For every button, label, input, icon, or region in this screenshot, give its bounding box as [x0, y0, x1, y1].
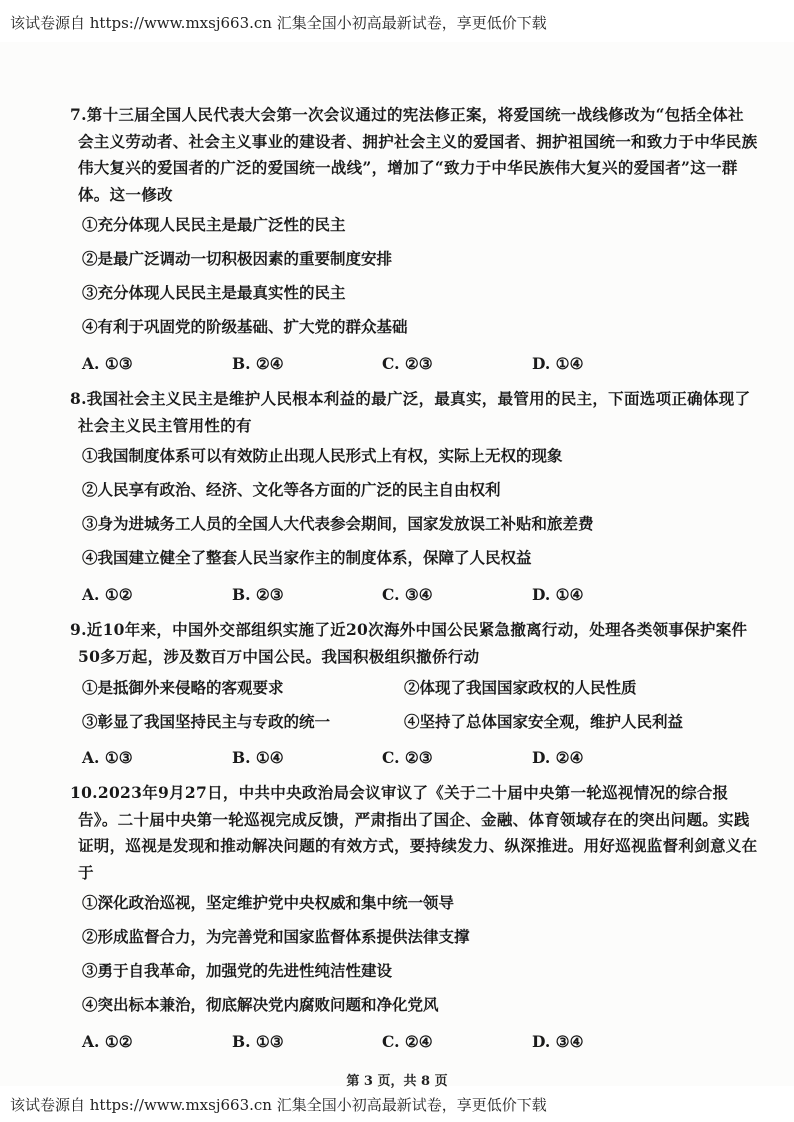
question-text: 近10年来，中国外交部组织实施了近20次海外中国公民紧急撤离行动，处理各类领事保护案件50多万起，涉及数百万中国公民。我国积极组织撤侨行动 — [78, 620, 748, 666]
question-stem — [70, 617, 758, 670]
watermark-footer: 该试卷源自 https://www.mxsj663.cn 汇集全国小初高最新试卷，享更低价下载 — [10, 1096, 547, 1114]
statement: ①充分体现人民民主是最广泛性的民主 — [82, 215, 346, 234]
choice-d: D. ③④ — [532, 1031, 584, 1051]
statement: ④有利于巩固党的阶级基础、扩大党的群众基础 — [82, 317, 408, 336]
question-number: 10. — [70, 783, 98, 802]
statement: ②形成监督合力，为完善党和国家监督体系提供法律支撑 — [82, 927, 470, 946]
statement: ④突出标本兼治，彻底解决党内腐败问题和净化党风 — [82, 995, 439, 1014]
question-number: 7. — [70, 105, 87, 124]
choice-c: C. ②④ — [382, 1031, 433, 1051]
statement-row — [78, 670, 758, 704]
choice-d: D. ①④ — [532, 584, 584, 604]
statement: ③彰显了我国坚持民主与专政的统一 — [82, 712, 331, 731]
choice-c: C. ②③ — [382, 353, 433, 373]
question-stem — [70, 780, 758, 886]
choice-b: B. ①④ — [232, 747, 284, 767]
choice-a: A. ①② — [82, 1031, 133, 1051]
statement: ②是最广泛调动一切积极因素的重要制度安排 — [82, 249, 393, 268]
watermark-header: 该试卷源自 https://www.mxsj663.cn 汇集全国小初高最新试卷，享更低价下载 — [10, 14, 547, 32]
statement: ①是抵御外来侵略的客观要求 — [82, 678, 284, 697]
statement-row — [78, 704, 758, 738]
question-stem — [70, 386, 758, 439]
question-list — [70, 102, 758, 1064]
choice-d: D. ①④ — [532, 353, 584, 373]
question-text: 2023年9月27日，中共中央政治局会议审议了《关于二十届中央第一轮巡视情况的综合报告》。二十届中央第一轮巡视完成反馈，严肃指出了国企、金融、体育领域存在的突出问题。实践证明，巡视是发现和推动解决问题的有效方式，要持续发力、纵深推进。用好巡视监督利剑意义在于 — [78, 783, 758, 882]
statement: ④我国建立健全了整套人民当家作主的制度体系，保障了人民权益 — [82, 548, 532, 567]
choice-b: B. ②③ — [232, 584, 284, 604]
question-8 — [70, 386, 758, 611]
choice-a: A. ①② — [82, 584, 133, 604]
question-text: 我国社会主义民主是维护人民根本利益的最广泛，最真实，最管用的民主，下面选项正确体现了社会主义民主管用性的有 — [78, 389, 751, 435]
choice-b: B. ①③ — [232, 1031, 284, 1051]
choice-d: D. ②④ — [532, 747, 584, 767]
statement: ①我国制度体系可以有效防止出现人民形式上有权，实际上无权的现象 — [82, 446, 563, 465]
answer-choices — [78, 1024, 758, 1058]
choice-a: A. ①③ — [82, 747, 133, 767]
statement: ②体现了我国国家政权的人民性质 — [404, 678, 637, 697]
question-10 — [70, 780, 758, 1058]
answer-choices — [78, 577, 758, 611]
question-number: 8. — [70, 389, 87, 408]
exam-page — [0, 42, 794, 1089]
question-9 — [70, 617, 758, 774]
statement: ③充分体现人民民主是最真实性的民主 — [82, 283, 346, 302]
choice-c: C. ②③ — [382, 747, 433, 767]
choice-a: A. ①③ — [82, 353, 133, 373]
question-number: 9. — [70, 620, 87, 639]
question-stem — [70, 102, 758, 208]
choice-b: B. ②④ — [232, 353, 284, 373]
question-7 — [70, 102, 758, 380]
statement: ③身为进城务工人员的全国人大代表参会期间，国家发放误工补贴和旅差费 — [82, 514, 594, 533]
question-text: 第十三届全国人民代表大会第一次会议通过的宪法修正案，将爱国统一战线修改为“包括全体社会主义劳动者、社会主义事业的建设者、拥护社会主义的爱国者、拥护祖国统一和致力于中华民族伟大复兴的爱国者的广泛的爱国统一战线”，增加了“致力于中华民族伟大复兴的爱国者”这一群体。这一修改 — [78, 105, 758, 204]
statement: ③勇于自我革命，加强党的先进性纯洁性建设 — [82, 961, 393, 980]
statement: ②人民享有政治、经济、文化等各方面的广泛的民主自由权利 — [82, 480, 501, 499]
answer-choices — [78, 740, 758, 774]
answer-choices — [78, 346, 758, 380]
choice-c: C. ③④ — [382, 584, 433, 604]
statement: ①深化政治巡视，坚定维护党中央权威和集中统一领导 — [82, 893, 455, 912]
page-number: 第 3 页，共 8 页 — [346, 1074, 448, 1089]
statement: ④坚持了总体国家安全观，维护人民利益 — [404, 712, 684, 731]
